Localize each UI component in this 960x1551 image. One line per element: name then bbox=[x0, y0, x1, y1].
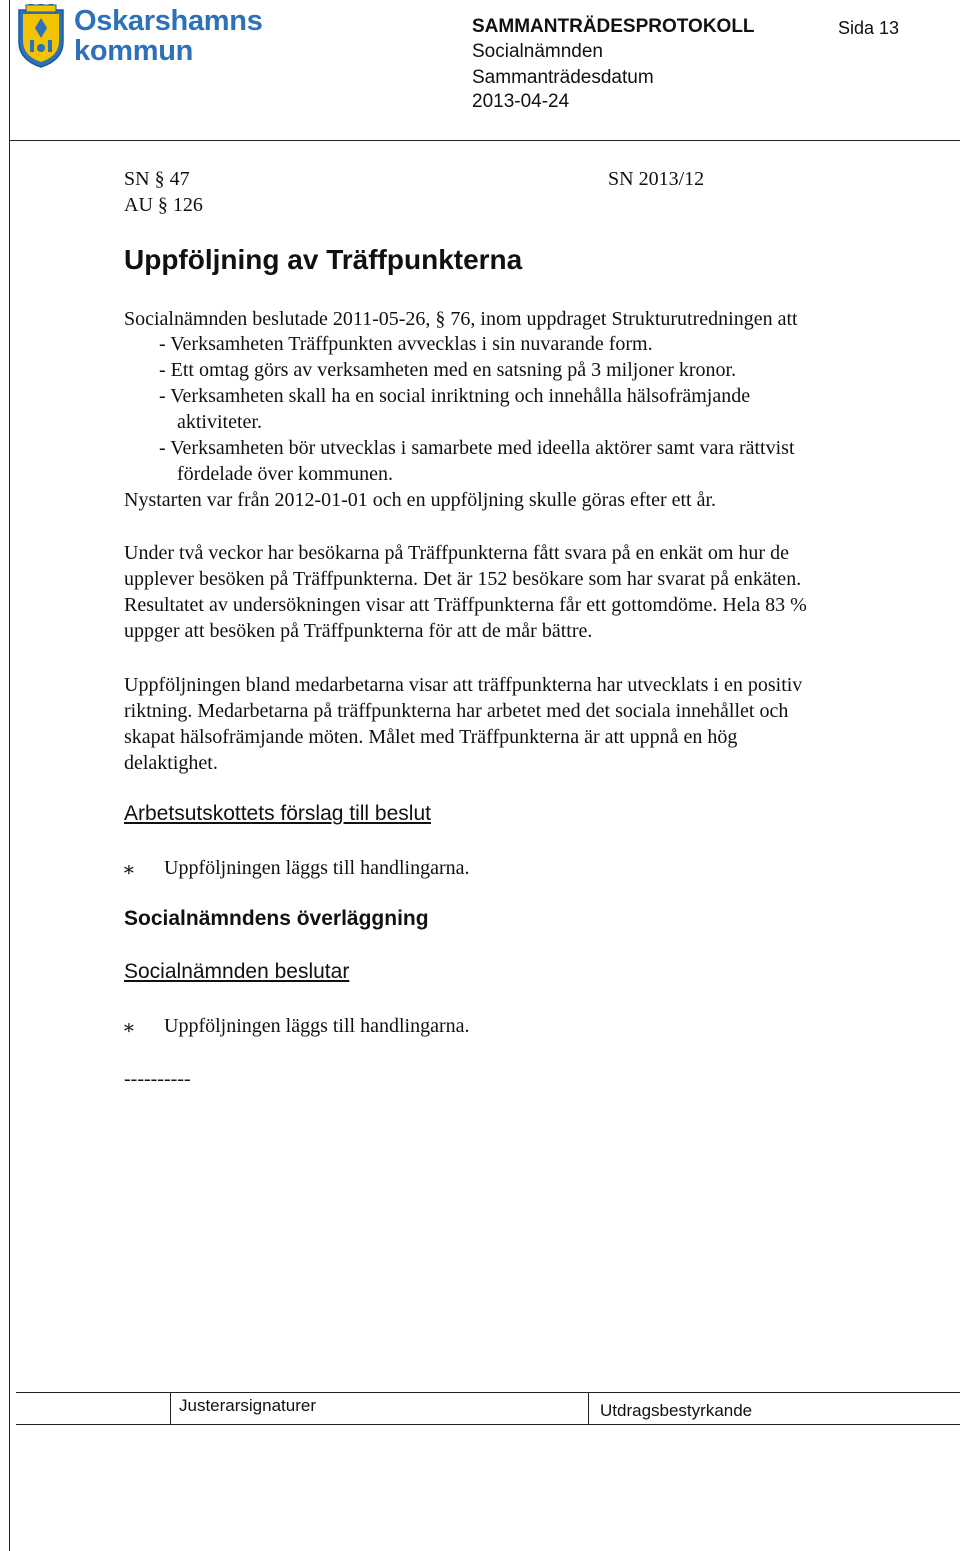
bullet-item: - Verksamheten skall ha en social inriktning och innehålla hälsofrämjande bbox=[159, 385, 751, 407]
asterisk-bullet-icon: ∗ bbox=[122, 1017, 136, 1039]
crest-icon bbox=[16, 4, 66, 68]
decision-heading: Socialnämnden beslutar bbox=[124, 960, 350, 983]
organization-name: Socialnämnden bbox=[472, 41, 603, 62]
au-proposal-heading: Arbetsutskottets förslag till beslut bbox=[124, 802, 431, 825]
meeting-date: 2013-04-24 bbox=[472, 91, 570, 112]
page-frame-left bbox=[9, 0, 10, 1551]
paragraph-line: Under två veckor har besökarna på Träffpunkterna fått svara på en enkät om hur de bbox=[124, 542, 789, 564]
footer-divider bbox=[588, 1392, 589, 1424]
logo-name: Oskarshamns bbox=[74, 5, 263, 37]
paragraph-line: Resultatet av undersökningen visar att Träffpunkterna får ett gottomdöme. Hela 83 % bbox=[124, 594, 807, 616]
case-sn-number: SN § 47 bbox=[124, 168, 190, 190]
paragraph-line: uppger att besöken på Träffpunkterna för att de mår bättre. bbox=[124, 620, 593, 642]
header-divider bbox=[9, 140, 960, 141]
signature-label: Justerarsignaturer bbox=[179, 1396, 317, 1415]
au-proposal-item: Uppföljningen läggs till handlingarna. bbox=[164, 857, 470, 879]
logo-subname: kommun bbox=[74, 35, 194, 67]
paragraph-line: delaktighet. bbox=[124, 752, 218, 774]
paragraph-line: upplever besöken på Träffpunkterna. Det är 152 besökare som har svarat på enkäten. bbox=[124, 568, 802, 590]
footer-top-rule bbox=[16, 1392, 960, 1393]
bullet-item: - Verksamheten bör utvecklas i samarbete med ideella aktörer samt vara rättvist bbox=[159, 437, 795, 459]
intro-text: Socialnämnden beslutade 2011-05-26, § 76, inom uppdraget Strukturutredningen att bbox=[124, 308, 798, 330]
extract-certification-label: Utdragsbestyrkande bbox=[600, 1401, 753, 1420]
footer-bottom-rule bbox=[16, 1424, 960, 1425]
deliberation-heading: Socialnämndens överläggning bbox=[124, 907, 429, 930]
bullet-item: - Ett omtag görs av verksamheten med en satsning på 3 miljoner kronor. bbox=[159, 359, 737, 381]
case-registry-number: SN 2013/12 bbox=[608, 168, 705, 190]
restart-text: Nystarten var från 2012-01-01 och en uppföljning skulle göras efter ett år. bbox=[124, 489, 717, 511]
case-au-number: AU § 126 bbox=[124, 194, 203, 216]
paragraph-line: riktning. Medarbetarna på träffpunkterna har arbetet med det sociala innehållet och bbox=[124, 700, 789, 722]
meeting-date-label: Sammanträdesdatum bbox=[472, 67, 654, 88]
paragraph-line: Uppföljningen bland medarbetarna visar att träffpunkterna har utvecklats i en positiv bbox=[124, 674, 803, 696]
bullet-item-continued: aktiviteter. bbox=[177, 411, 262, 433]
end-marker: ---------- bbox=[124, 1068, 191, 1090]
paragraph-line: skapat hälsofrämjande möten. Målet med Träffpunkterna är att uppnå en hög bbox=[124, 726, 738, 748]
bullet-item-continued: fördelade över kommunen. bbox=[177, 463, 394, 485]
municipality-logo bbox=[16, 4, 263, 68]
page-title: Uppföljning av Träffpunkterna bbox=[124, 244, 523, 275]
asterisk-bullet-icon: ∗ bbox=[122, 859, 136, 881]
page-number: Sida 13 bbox=[838, 18, 900, 38]
protocol-title: SAMMANTRÄDESPROTOKOLL bbox=[472, 16, 755, 37]
footer-divider bbox=[170, 1392, 171, 1424]
bullet-item: - Verksamheten Träffpunkten avvecklas i sin nuvarande form. bbox=[159, 333, 653, 355]
decision-item: Uppföljningen läggs till handlingarna. bbox=[164, 1015, 470, 1037]
